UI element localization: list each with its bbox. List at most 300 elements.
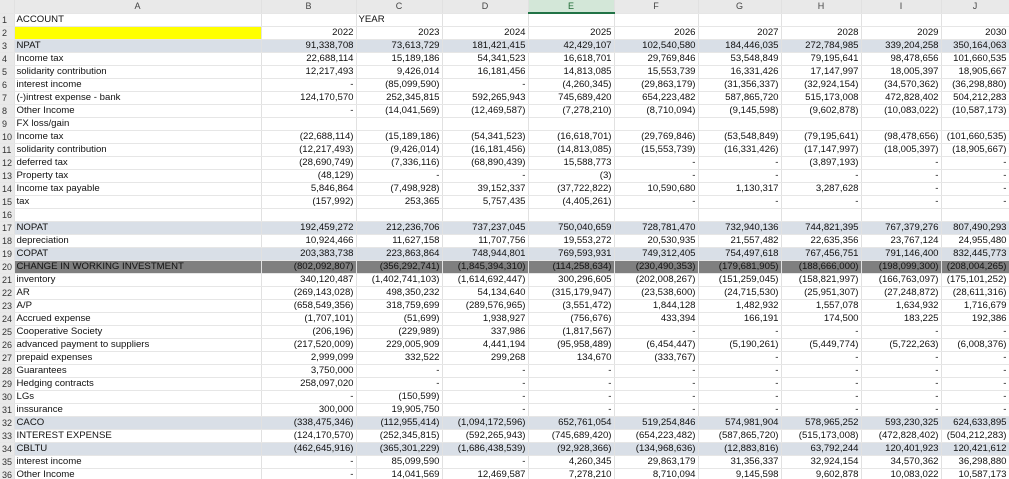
account-label-cell[interactable]: Income tax payable <box>14 182 261 195</box>
value-cell[interactable]: 11,627,158 <box>356 234 442 247</box>
value-cell[interactable]: - <box>861 182 941 195</box>
row-number[interactable]: 6 <box>0 78 14 91</box>
value-cell[interactable]: 229,005,909 <box>356 338 442 351</box>
value-cell[interactable]: 767,456,751 <box>781 247 861 260</box>
value-cell[interactable]: 10,587,173 <box>941 468 1009 479</box>
value-cell[interactable]: (1,614,692,447) <box>442 273 528 286</box>
value-cell[interactable]: - <box>528 377 614 390</box>
value-cell[interactable]: 166,191 <box>698 312 781 325</box>
value-cell[interactable]: - <box>698 377 781 390</box>
account-label-cell[interactable]: COPAT <box>14 247 261 260</box>
value-cell[interactable]: 73,613,729 <box>356 39 442 52</box>
value-cell[interactable]: (289,576,965) <box>442 299 528 312</box>
value-cell[interactable]: 15,189,186 <box>356 52 442 65</box>
value-cell[interactable]: 101,660,535 <box>941 52 1009 65</box>
value-cell[interactable]: (124,170,570) <box>261 429 356 442</box>
value-cell[interactable]: - <box>442 377 528 390</box>
value-cell[interactable]: 737,237,045 <box>442 221 528 234</box>
value-cell[interactable]: - <box>941 403 1009 416</box>
value-cell[interactable]: 12,469,587 <box>442 468 528 479</box>
value-cell[interactable]: 5,846,864 <box>261 182 356 195</box>
value-cell[interactable]: 14,813,085 <box>528 65 614 78</box>
value-cell[interactable]: 4,441,194 <box>442 338 528 351</box>
value-cell[interactable]: 3,287,628 <box>781 182 861 195</box>
value-cell[interactable]: 102,540,580 <box>614 39 698 52</box>
row-number[interactable]: 11 <box>0 143 14 156</box>
row-number[interactable]: 18 <box>2 235 13 246</box>
row-number[interactable]: 21 <box>2 274 13 285</box>
value-cell[interactable]: - <box>442 78 528 91</box>
row-number[interactable]: 20 <box>2 261 13 272</box>
account-label-cell[interactable]: prepaid expenses <box>14 351 261 364</box>
value-cell[interactable]: (6,454,447) <box>614 338 698 351</box>
cell[interactable] <box>528 13 614 26</box>
value-cell[interactable]: (4,260,345) <box>528 78 614 91</box>
value-cell[interactable]: - <box>698 325 781 338</box>
row-number[interactable]: 8 <box>0 104 14 117</box>
account-label-cell[interactable]: solidarity contribution <box>14 143 261 156</box>
account-label-cell[interactable]: interest income <box>14 78 261 91</box>
value-cell[interactable]: (252,345,815) <box>356 429 442 442</box>
value-cell[interactable]: 16,181,456 <box>442 65 528 78</box>
value-cell[interactable]: (756,676) <box>528 312 614 325</box>
value-cell[interactable]: (12,217,493) <box>261 143 356 156</box>
value-cell[interactable]: 120,401,923 <box>861 442 941 455</box>
select-all-corner[interactable] <box>0 0 14 13</box>
value-cell[interactable]: - <box>356 377 442 390</box>
row-number[interactable]: 4 <box>0 52 14 65</box>
row-number[interactable]: 33 <box>2 430 13 441</box>
value-cell[interactable]: (7,336,116) <box>356 156 442 169</box>
value-cell[interactable]: 3,750,000 <box>261 364 356 377</box>
value-cell[interactable]: (269,143,028) <box>261 286 356 299</box>
value-cell[interactable]: - <box>698 169 781 182</box>
value-cell[interactable]: (36,298,880) <box>941 78 1009 91</box>
value-cell[interactable]: 10,590,680 <box>614 182 698 195</box>
account-label-cell[interactable]: Other Income <box>14 468 261 479</box>
value-cell[interactable]: 21,557,482 <box>698 234 781 247</box>
value-cell[interactable]: (462,645,916) <box>261 442 356 455</box>
value-cell[interactable]: 807,490,293 <box>941 221 1009 234</box>
column-header-h[interactable]: H <box>781 0 861 13</box>
value-cell[interactable] <box>941 117 1009 130</box>
value-cell[interactable]: 745,689,420 <box>528 91 614 104</box>
value-cell[interactable]: 31,356,337 <box>698 455 781 468</box>
value-cell[interactable]: - <box>442 455 528 468</box>
value-cell[interactable]: (17,147,997) <box>781 143 861 156</box>
value-cell[interactable]: (14,813,085) <box>528 143 614 156</box>
value-cell[interactable]: - <box>261 104 356 117</box>
value-cell[interactable]: 587,865,720 <box>698 91 781 104</box>
account-header-cell[interactable]: ACCOUNT <box>14 13 261 26</box>
cell[interactable] <box>861 13 941 26</box>
value-cell[interactable]: (29,769,846) <box>614 130 698 143</box>
value-cell[interactable]: 592,265,943 <box>442 91 528 104</box>
value-cell[interactable]: 5,757,435 <box>442 195 528 208</box>
year-cell-2025[interactable]: 2025 <box>528 26 614 39</box>
value-cell[interactable]: - <box>528 403 614 416</box>
value-cell[interactable]: 1,634,932 <box>861 299 941 312</box>
value-cell[interactable]: 350,164,063 <box>941 39 1009 52</box>
value-cell[interactable]: - <box>698 364 781 377</box>
column-header-f[interactable]: F <box>614 0 698 13</box>
value-cell[interactable]: - <box>614 169 698 182</box>
value-cell[interactable]: (92,928,366) <box>528 442 614 455</box>
value-cell[interactable]: - <box>614 195 698 208</box>
value-cell[interactable]: (3,897,193) <box>781 156 861 169</box>
value-cell[interactable]: 32,924,154 <box>781 455 861 468</box>
value-cell[interactable]: 504,212,283 <box>941 91 1009 104</box>
value-cell[interactable]: 39,152,337 <box>442 182 528 195</box>
value-cell[interactable]: (1,845,394,310) <box>442 260 528 273</box>
account-label-cell[interactable]: Income tax <box>14 130 261 143</box>
value-cell[interactable]: 22,688,114 <box>261 52 356 65</box>
column-header-a[interactable]: A <box>14 0 261 13</box>
value-cell[interactable]: 34,570,362 <box>861 455 941 468</box>
value-cell[interactable]: 24,955,480 <box>941 234 1009 247</box>
account-label-cell[interactable]: NPAT <box>14 39 261 52</box>
value-cell[interactable]: 515,173,008 <box>781 91 861 104</box>
value-cell[interactable]: 7,278,210 <box>528 468 614 479</box>
value-cell[interactable]: 192,386 <box>941 312 1009 325</box>
value-cell[interactable]: (112,955,414) <box>356 416 442 429</box>
value-cell[interactable]: (188,666,000) <box>781 260 861 273</box>
account-label-cell[interactable]: Other Income <box>14 104 261 117</box>
value-cell[interactable]: - <box>614 403 698 416</box>
value-cell[interactable]: (15,553,739) <box>614 143 698 156</box>
row-number[interactable]: 34 <box>2 443 13 454</box>
value-cell[interactable]: (365,301,229) <box>356 442 442 455</box>
account-label-cell[interactable]: A/P <box>14 299 261 312</box>
value-cell[interactable]: - <box>614 156 698 169</box>
year-cell-2028[interactable]: 2028 <box>781 26 861 39</box>
value-cell[interactable]: (7,278,210) <box>528 104 614 117</box>
value-cell[interactable]: (504,212,283) <box>941 429 1009 442</box>
value-cell[interactable]: (29,863,179) <box>614 78 698 91</box>
cell[interactable] <box>941 13 1009 26</box>
value-cell[interactable]: (5,190,261) <box>698 338 781 351</box>
value-cell[interactable]: 253,365 <box>356 195 442 208</box>
value-cell[interactable] <box>261 208 356 221</box>
value-cell[interactable]: 750,040,659 <box>528 221 614 234</box>
value-cell[interactable]: - <box>356 364 442 377</box>
value-cell[interactable]: 124,170,570 <box>261 91 356 104</box>
value-cell[interactable]: (12,469,587) <box>442 104 528 117</box>
value-cell[interactable]: 10,083,022 <box>861 468 941 479</box>
value-cell[interactable]: 14,041,569 <box>356 468 442 479</box>
account-label-cell[interactable]: AR <box>14 286 261 299</box>
value-cell[interactable]: - <box>698 390 781 403</box>
value-cell[interactable] <box>356 117 442 130</box>
value-cell[interactable]: (1,686,438,539) <box>442 442 528 455</box>
value-cell[interactable]: (27,248,872) <box>861 286 941 299</box>
value-cell[interactable]: - <box>614 325 698 338</box>
value-cell[interactable]: - <box>442 403 528 416</box>
row-number[interactable]: 35 <box>2 456 13 467</box>
value-cell[interactable]: 212,236,706 <box>356 221 442 234</box>
value-cell[interactable]: (6,008,376) <box>941 338 1009 351</box>
row-number[interactable]: 25 <box>2 326 13 337</box>
value-cell[interactable]: (592,265,943) <box>442 429 528 442</box>
value-cell[interactable]: (54,341,523) <box>442 130 528 143</box>
value-cell[interactable]: (34,570,362) <box>861 78 941 91</box>
cell[interactable] <box>698 13 781 26</box>
value-cell[interactable]: - <box>781 390 861 403</box>
value-cell[interactable]: (16,331,426) <box>698 143 781 156</box>
value-cell[interactable]: (3) <box>528 169 614 182</box>
value-cell[interactable]: 18,905,667 <box>941 65 1009 78</box>
value-cell[interactable]: (217,520,009) <box>261 338 356 351</box>
row-number[interactable]: 26 <box>2 339 13 350</box>
value-cell[interactable]: 754,497,618 <box>698 247 781 260</box>
row-number[interactable]: 30 <box>2 391 13 402</box>
value-cell[interactable]: (28,690,749) <box>261 156 356 169</box>
value-cell[interactable]: (9,426,014) <box>356 143 442 156</box>
value-cell[interactable]: 15,553,739 <box>614 65 698 78</box>
row-number[interactable]: 29 <box>2 378 13 389</box>
value-cell[interactable]: 748,944,801 <box>442 247 528 260</box>
row-number[interactable]: 36 <box>2 469 13 479</box>
value-cell[interactable]: - <box>261 468 356 479</box>
value-cell[interactable]: (587,865,720) <box>698 429 781 442</box>
column-header-e[interactable]: E <box>528 0 614 13</box>
value-cell[interactable]: 16,618,701 <box>528 52 614 65</box>
cell[interactable] <box>614 13 698 26</box>
value-cell[interactable]: - <box>698 195 781 208</box>
value-cell[interactable] <box>861 117 941 130</box>
value-cell[interactable] <box>698 117 781 130</box>
cell[interactable] <box>781 13 861 26</box>
value-cell[interactable]: 272,784,985 <box>781 39 861 52</box>
value-cell[interactable]: 120,421,612 <box>941 442 1009 455</box>
value-cell[interactable]: (31,356,337) <box>698 78 781 91</box>
account-label-cell[interactable]: deferred tax <box>14 156 261 169</box>
row-number[interactable]: 27 <box>2 352 13 363</box>
value-cell[interactable]: 181,421,415 <box>442 39 528 52</box>
row-number[interactable]: 19 <box>2 248 13 259</box>
value-cell[interactable]: 1,482,932 <box>698 299 781 312</box>
account-label-cell[interactable]: advanced payment to suppliers <box>14 338 261 351</box>
value-cell[interactable]: (157,992) <box>261 195 356 208</box>
value-cell[interactable]: (230,490,353) <box>614 260 698 273</box>
value-cell[interactable]: 19,905,750 <box>356 403 442 416</box>
value-cell[interactable]: (85,099,590) <box>356 78 442 91</box>
account-label-cell[interactable]: FX loss/gain <box>14 117 261 130</box>
value-cell[interactable]: (18,905,667) <box>941 143 1009 156</box>
value-cell[interactable]: 23,767,124 <box>861 234 941 247</box>
value-cell[interactable]: - <box>861 195 941 208</box>
value-cell[interactable]: 1,938,927 <box>442 312 528 325</box>
value-cell[interactable]: (472,828,402) <box>861 429 941 442</box>
value-cell[interactable]: (37,722,822) <box>528 182 614 195</box>
value-cell[interactable]: - <box>781 364 861 377</box>
value-cell[interactable]: 578,965,252 <box>781 416 861 429</box>
value-cell[interactable]: (48,129) <box>261 169 356 182</box>
value-cell[interactable]: (658,549,356) <box>261 299 356 312</box>
account-label-cell[interactable]: interest income <box>14 455 261 468</box>
row-number[interactable]: 15 <box>2 196 13 207</box>
year-cell-2030[interactable]: 2030 <box>941 26 1009 39</box>
value-cell[interactable]: 9,602,878 <box>781 468 861 479</box>
value-cell[interactable]: 53,548,849 <box>698 52 781 65</box>
account-label-cell[interactable]: inssurance <box>14 403 261 416</box>
value-cell[interactable] <box>614 208 698 221</box>
value-cell[interactable]: 22,635,356 <box>781 234 861 247</box>
account-label-cell[interactable]: CHANGE IN WORKING INVESTMENT <box>14 260 261 273</box>
value-cell[interactable]: - <box>781 169 861 182</box>
value-cell[interactable]: - <box>941 325 1009 338</box>
value-cell[interactable]: (95,958,489) <box>528 338 614 351</box>
cell[interactable] <box>261 13 356 26</box>
value-cell[interactable]: 54,134,640 <box>442 286 528 299</box>
value-cell[interactable]: (338,475,346) <box>261 416 356 429</box>
value-cell[interactable]: 36,298,880 <box>941 455 1009 468</box>
value-cell[interactable]: (175,101,252) <box>941 273 1009 286</box>
value-cell[interactable]: 192,459,272 <box>261 221 356 234</box>
value-cell[interactable]: 749,312,405 <box>614 247 698 260</box>
value-cell[interactable]: (10,587,173) <box>941 104 1009 117</box>
value-cell[interactable]: 16,331,426 <box>698 65 781 78</box>
value-cell[interactable]: 54,341,523 <box>442 52 528 65</box>
value-cell[interactable]: - <box>781 195 861 208</box>
value-cell[interactable]: - <box>861 377 941 390</box>
value-cell[interactable]: - <box>614 377 698 390</box>
value-cell[interactable]: (745,689,420) <box>528 429 614 442</box>
value-cell[interactable]: 340,120,487 <box>261 273 356 286</box>
value-cell[interactable]: (9,145,598) <box>698 104 781 117</box>
value-cell[interactable]: (24,715,530) <box>698 286 781 299</box>
value-cell[interactable] <box>528 117 614 130</box>
value-cell[interactable]: - <box>356 169 442 182</box>
row-number[interactable]: 24 <box>2 313 13 324</box>
value-cell[interactable]: (25,951,307) <box>781 286 861 299</box>
value-cell[interactable]: (158,821,997) <box>781 273 861 286</box>
value-cell[interactable]: 337,986 <box>442 325 528 338</box>
value-cell[interactable]: - <box>861 403 941 416</box>
value-cell[interactable]: (1,707,101) <box>261 312 356 325</box>
value-cell[interactable]: (53,548,849) <box>698 130 781 143</box>
value-cell[interactable]: 29,769,846 <box>614 52 698 65</box>
row-number[interactable]: 1 <box>0 13 14 26</box>
account-label-cell[interactable]: Income tax <box>14 52 261 65</box>
value-cell[interactable]: - <box>941 377 1009 390</box>
value-cell[interactable]: 519,254,846 <box>614 416 698 429</box>
value-cell[interactable]: 300,296,605 <box>528 273 614 286</box>
account-label-cell[interactable]: CACO <box>14 416 261 429</box>
value-cell[interactable]: - <box>528 364 614 377</box>
value-cell[interactable]: - <box>442 169 528 182</box>
value-cell[interactable]: 654,223,482 <box>614 91 698 104</box>
account-label-cell[interactable] <box>14 208 261 221</box>
value-cell[interactable]: 85,099,590 <box>356 455 442 468</box>
value-cell[interactable]: (654,223,482) <box>614 429 698 442</box>
value-cell[interactable]: (98,478,656) <box>861 130 941 143</box>
value-cell[interactable] <box>614 117 698 130</box>
account-label-cell[interactable]: depreciation <box>14 234 261 247</box>
value-cell[interactable]: - <box>698 351 781 364</box>
value-cell[interactable]: 91,338,708 <box>261 39 356 52</box>
account-label-cell[interactable]: INTEREST EXPENSE <box>14 429 261 442</box>
value-cell[interactable]: - <box>781 403 861 416</box>
value-cell[interactable]: (5,449,774) <box>781 338 861 351</box>
row-number[interactable]: 23 <box>2 300 13 311</box>
value-cell[interactable]: (28,611,316) <box>941 286 1009 299</box>
year-cell-2026[interactable]: 2026 <box>614 26 698 39</box>
value-cell[interactable]: 300,000 <box>261 403 356 416</box>
value-cell[interactable]: (1,402,741,103) <box>356 273 442 286</box>
value-cell[interactable]: 4,260,345 <box>528 455 614 468</box>
value-cell[interactable]: - <box>941 364 1009 377</box>
value-cell[interactable]: - <box>861 325 941 338</box>
row-number[interactable]: 5 <box>0 65 14 78</box>
value-cell[interactable]: 98,478,656 <box>861 52 941 65</box>
value-cell[interactable]: 318,759,699 <box>356 299 442 312</box>
value-cell[interactable]: 593,230,325 <box>861 416 941 429</box>
value-cell[interactable]: 791,146,400 <box>861 247 941 260</box>
value-cell[interactable]: 728,781,470 <box>614 221 698 234</box>
highlighted-cell[interactable] <box>14 26 261 39</box>
row-number[interactable]: 3 <box>0 39 14 52</box>
value-cell[interactable]: 20,530,935 <box>614 234 698 247</box>
column-header-d[interactable]: D <box>442 0 528 13</box>
row-number[interactable]: 13 <box>2 170 13 181</box>
value-cell[interactable]: 10,924,466 <box>261 234 356 247</box>
value-cell[interactable]: - <box>941 351 1009 364</box>
value-cell[interactable]: - <box>261 455 356 468</box>
value-cell[interactable] <box>941 208 1009 221</box>
column-header-g[interactable]: G <box>698 0 781 13</box>
value-cell[interactable]: (79,195,641) <box>781 130 861 143</box>
value-cell[interactable]: 732,940,136 <box>698 221 781 234</box>
value-cell[interactable]: - <box>861 364 941 377</box>
value-cell[interactable]: (166,763,097) <box>861 273 941 286</box>
value-cell[interactable]: 8,710,094 <box>614 468 698 479</box>
row-number[interactable]: 17 <box>2 222 13 233</box>
value-cell[interactable]: (333,767) <box>614 351 698 364</box>
value-cell[interactable]: - <box>781 377 861 390</box>
year-cell-2024[interactable]: 2024 <box>442 26 528 39</box>
value-cell[interactable] <box>442 208 528 221</box>
value-cell[interactable]: (198,099,300) <box>861 260 941 273</box>
row-number[interactable]: 32 <box>2 417 13 428</box>
value-cell[interactable]: (22,688,114) <box>261 130 356 143</box>
value-cell[interactable]: 9,145,598 <box>698 468 781 479</box>
value-cell[interactable]: - <box>442 364 528 377</box>
row-number[interactable]: 28 <box>2 365 13 376</box>
value-cell[interactable]: 1,844,128 <box>614 299 698 312</box>
value-cell[interactable]: 79,195,641 <box>781 52 861 65</box>
value-cell[interactable]: - <box>861 351 941 364</box>
column-header-i[interactable]: I <box>861 0 941 13</box>
year-cell-2022[interactable]: 2022 <box>261 26 356 39</box>
value-cell[interactable]: (3,551,472) <box>528 299 614 312</box>
column-header-c[interactable]: C <box>356 0 442 13</box>
value-cell[interactable] <box>528 208 614 221</box>
value-cell[interactable] <box>781 208 861 221</box>
value-cell[interactable]: 1,130,317 <box>698 182 781 195</box>
value-cell[interactable] <box>781 117 861 130</box>
account-label-cell[interactable]: (-)intrest expense - bank <box>14 91 261 104</box>
value-cell[interactable]: (206,196) <box>261 325 356 338</box>
value-cell[interactable]: 574,981,904 <box>698 416 781 429</box>
value-cell[interactable]: (315,179,947) <box>528 286 614 299</box>
account-label-cell[interactable]: NOPAT <box>14 221 261 234</box>
value-cell[interactable]: (1,094,172,596) <box>442 416 528 429</box>
value-cell[interactable]: 624,633,895 <box>941 416 1009 429</box>
value-cell[interactable]: - <box>698 403 781 416</box>
account-label-cell[interactable]: Hedging contracts <box>14 377 261 390</box>
value-cell[interactable]: 498,350,232 <box>356 286 442 299</box>
